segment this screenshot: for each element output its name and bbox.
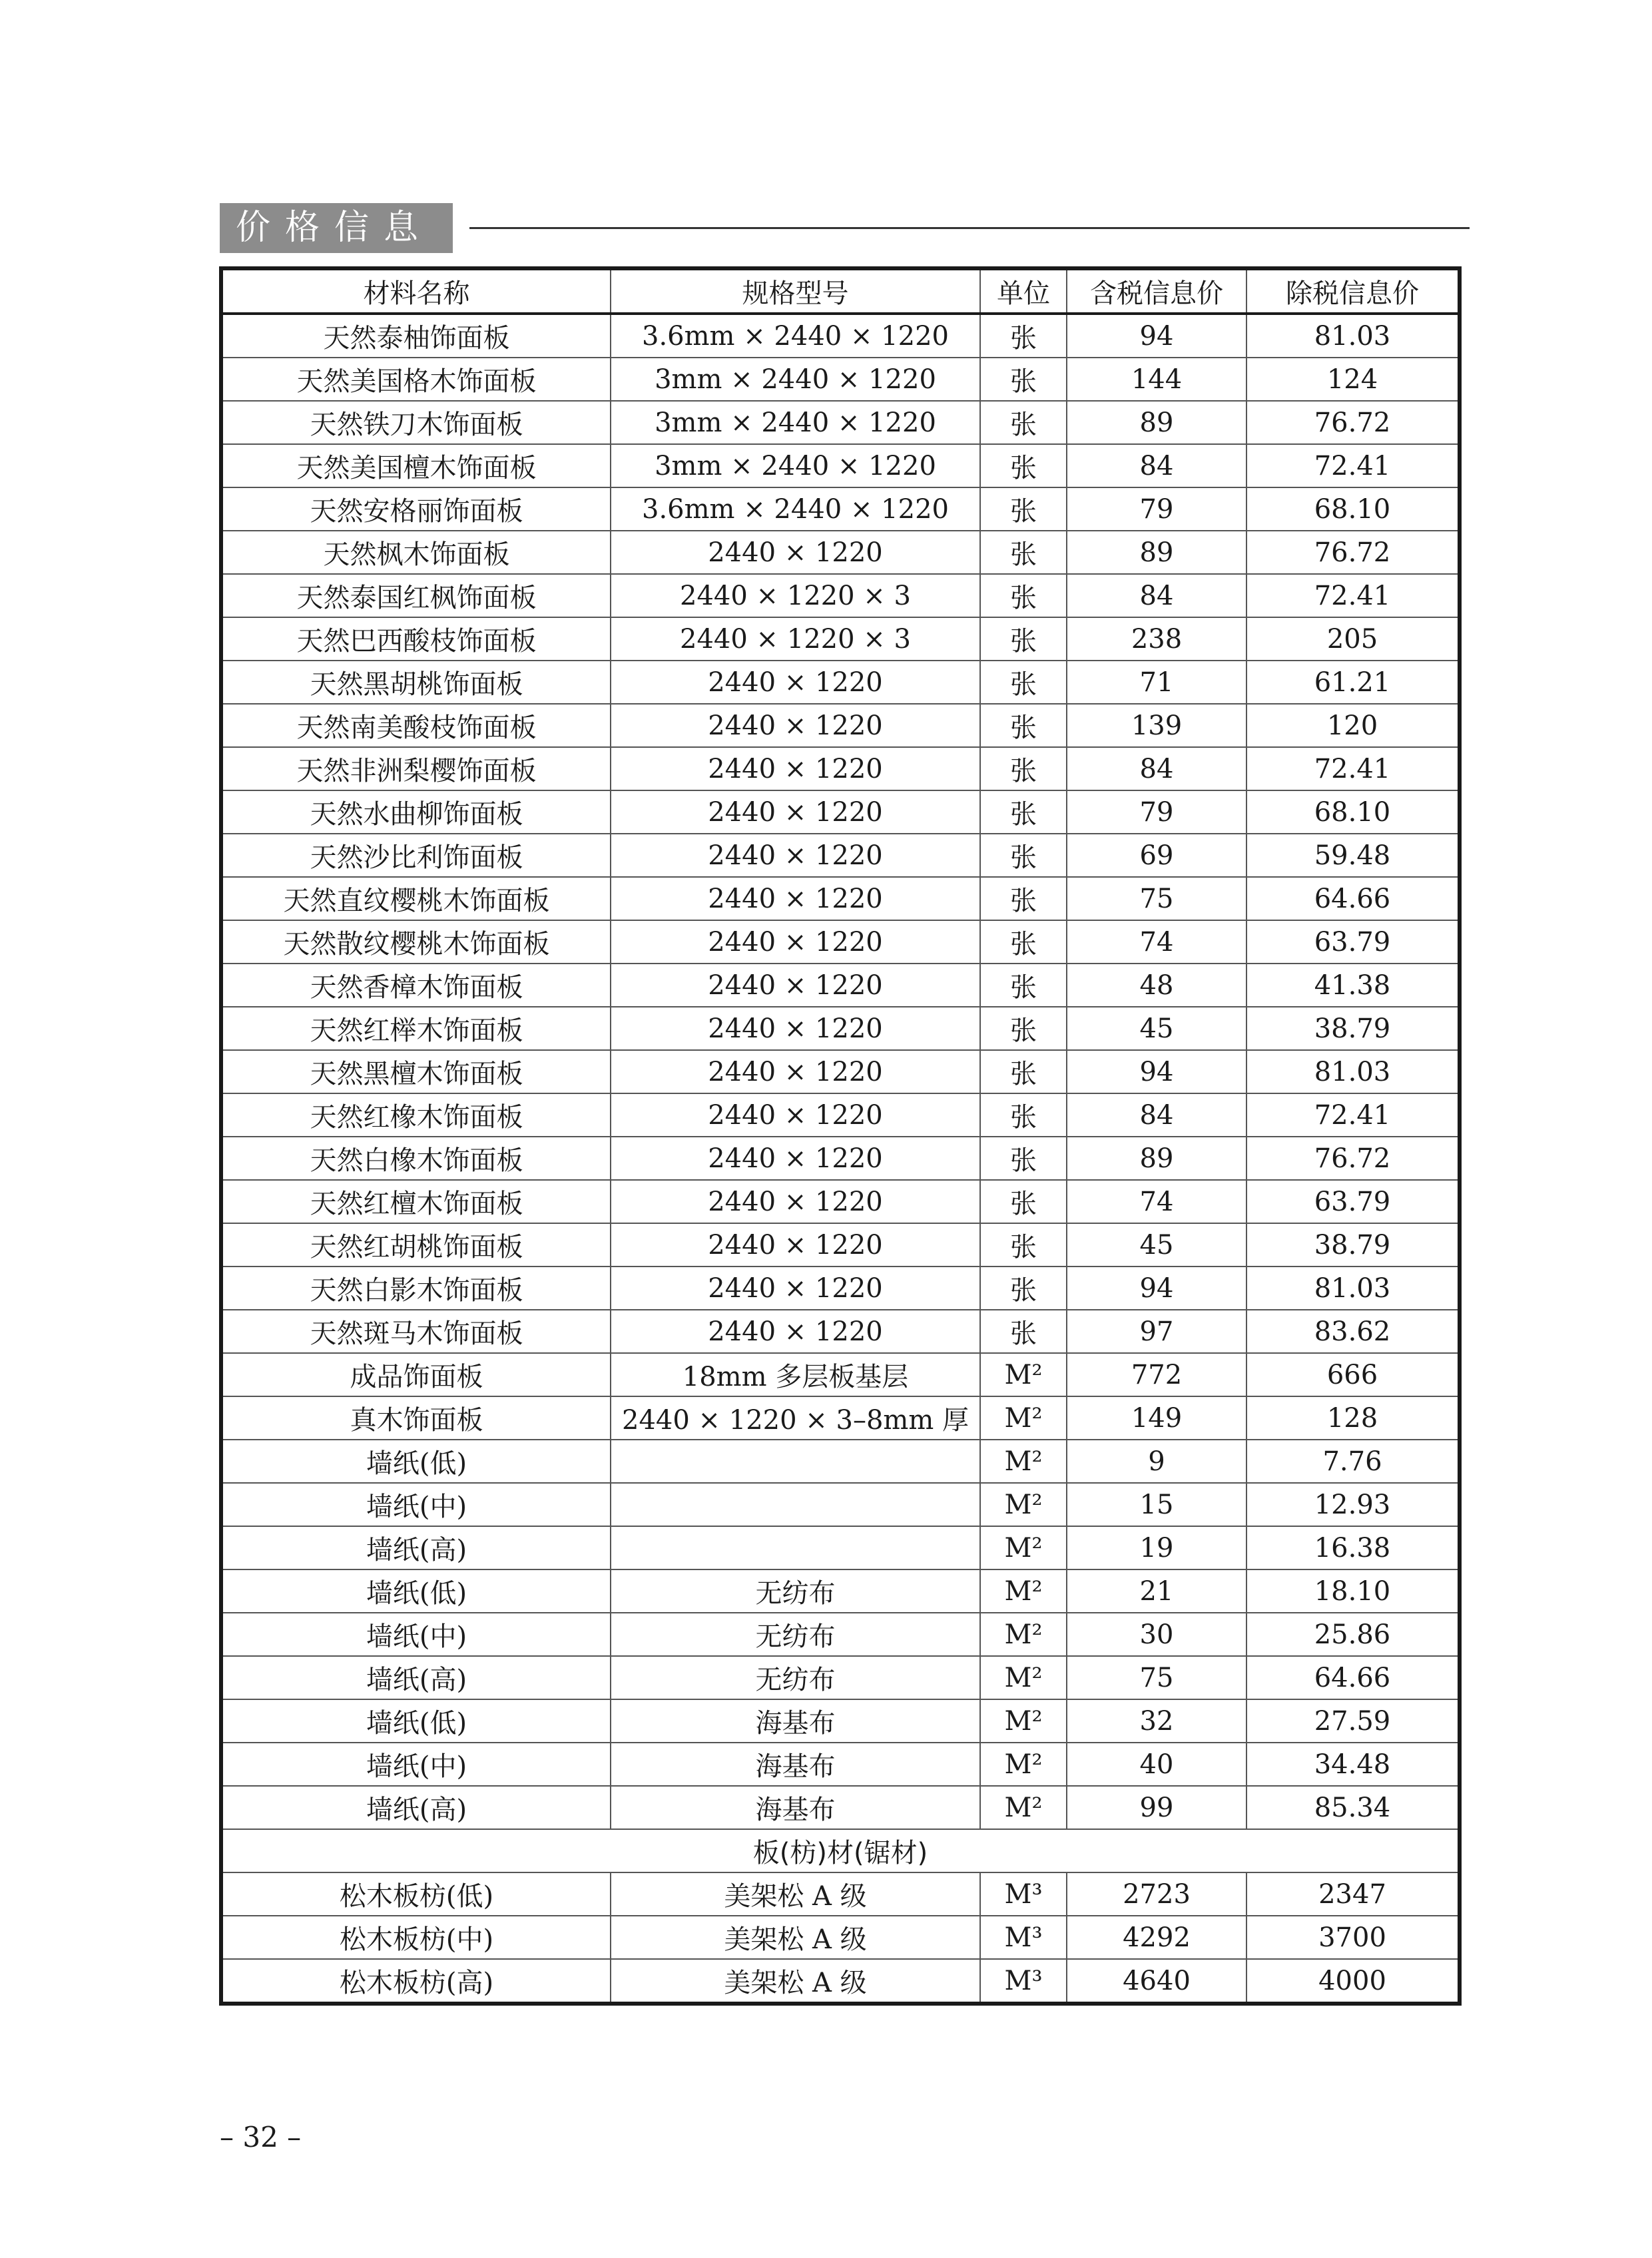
table-row bbox=[221, 1569, 1460, 1613]
table-row bbox=[221, 401, 1460, 444]
specification-cell: 海基布 bbox=[611, 1699, 980, 1743]
material-name-cell: 天然红橡木饰面板 bbox=[221, 1093, 611, 1137]
price-excl-tax-cell: 18.10 bbox=[1246, 1569, 1460, 1613]
price-excl-tax-cell: 4000 bbox=[1246, 1959, 1460, 2004]
specification-cell: 2440 × 1220 bbox=[611, 877, 980, 920]
specification-cell bbox=[611, 1526, 980, 1569]
unit-cell: M² bbox=[980, 1483, 1067, 1526]
price-excl-tax-cell: 72.41 bbox=[1246, 574, 1460, 617]
price-incl-tax-cell: 21 bbox=[1067, 1569, 1246, 1613]
price-incl-tax-cell: 89 bbox=[1067, 401, 1246, 444]
unit-cell: M² bbox=[980, 1656, 1067, 1699]
specification-cell: 18mm 多层板基层 bbox=[611, 1353, 980, 1396]
unit-cell: M² bbox=[980, 1699, 1067, 1743]
price-incl-tax-cell: 9 bbox=[1067, 1440, 1246, 1483]
price-incl-tax-cell: 99 bbox=[1067, 1786, 1246, 1829]
material-name-cell: 天然非洲梨樱饰面板 bbox=[221, 747, 611, 790]
unit-cell: 张 bbox=[980, 531, 1067, 574]
material-name-cell: 天然沙比利饰面板 bbox=[221, 834, 611, 877]
specification-cell: 2440 × 1220 bbox=[611, 834, 980, 877]
table-row bbox=[221, 1180, 1460, 1223]
table-row bbox=[221, 1093, 1460, 1137]
material-name-cell: 天然巴西酸枝饰面板 bbox=[221, 617, 611, 661]
column-header-unit: 单位 bbox=[980, 268, 1067, 314]
price-incl-tax-cell: 84 bbox=[1067, 1093, 1246, 1137]
material-name-cell: 墙纸(中) bbox=[221, 1613, 611, 1656]
price-incl-tax-cell: 69 bbox=[1067, 834, 1246, 877]
price-incl-tax-cell: 89 bbox=[1067, 531, 1246, 574]
price-table bbox=[219, 266, 1462, 2006]
table-row bbox=[221, 877, 1460, 920]
price-excl-tax-cell: 128 bbox=[1246, 1396, 1460, 1440]
table-row bbox=[221, 1872, 1460, 1916]
specification-cell: 2440 × 1220 bbox=[611, 747, 980, 790]
specification-cell: 3.6mm × 2440 × 1220 bbox=[611, 314, 980, 358]
price-excl-tax-cell: 63.79 bbox=[1246, 1180, 1460, 1223]
table-row bbox=[221, 1743, 1460, 1786]
unit-cell: 张 bbox=[980, 1050, 1067, 1093]
price-incl-tax-cell: 30 bbox=[1067, 1613, 1246, 1656]
price-incl-tax-cell: 4640 bbox=[1067, 1959, 1246, 2004]
specification-cell: 2440 × 1220 bbox=[611, 790, 980, 834]
price-excl-tax-cell: 61.21 bbox=[1246, 661, 1460, 704]
table-row bbox=[221, 1267, 1460, 1310]
material-name-cell: 天然白橡木饰面板 bbox=[221, 1137, 611, 1180]
price-incl-tax-cell: 32 bbox=[1067, 1699, 1246, 1743]
unit-cell: 张 bbox=[980, 358, 1067, 401]
price-excl-tax-cell: 81.03 bbox=[1246, 1050, 1460, 1093]
price-incl-tax-cell: 79 bbox=[1067, 790, 1246, 834]
material-name-cell: 天然散纹樱桃木饰面板 bbox=[221, 920, 611, 964]
header-rule bbox=[469, 227, 1470, 229]
specification-cell bbox=[611, 1440, 980, 1483]
table-row bbox=[221, 358, 1460, 401]
table-body bbox=[221, 314, 1460, 2004]
specification-cell: 3.6mm × 2440 × 1220 bbox=[611, 487, 980, 531]
price-excl-tax-cell: 2347 bbox=[1246, 1872, 1460, 1916]
unit-cell: 张 bbox=[980, 834, 1067, 877]
table-row bbox=[221, 487, 1460, 531]
specification-cell: 美架松 A 级 bbox=[611, 1916, 980, 1959]
material-name-cell: 墙纸(高) bbox=[221, 1526, 611, 1569]
price-excl-tax-cell: 68.10 bbox=[1246, 487, 1460, 531]
price-excl-tax-cell: 72.41 bbox=[1246, 747, 1460, 790]
price-excl-tax-cell: 72.41 bbox=[1246, 444, 1460, 487]
table-row bbox=[221, 1786, 1460, 1829]
unit-cell: 张 bbox=[980, 574, 1067, 617]
specification-cell: 海基布 bbox=[611, 1786, 980, 1829]
table-row bbox=[221, 1613, 1460, 1656]
unit-cell: 张 bbox=[980, 790, 1067, 834]
specification-cell: 2440 × 1220 bbox=[611, 1180, 980, 1223]
material-name-cell: 真木饰面板 bbox=[221, 1396, 611, 1440]
specification-cell: 2440 × 1220 bbox=[611, 1137, 980, 1180]
unit-cell: M³ bbox=[980, 1916, 1067, 1959]
price-incl-tax-cell: 94 bbox=[1067, 314, 1246, 358]
price-incl-tax-cell: 89 bbox=[1067, 1137, 1246, 1180]
specification-cell: 海基布 bbox=[611, 1743, 980, 1786]
price-incl-tax-cell: 238 bbox=[1067, 617, 1246, 661]
unit-cell: M³ bbox=[980, 1959, 1067, 2004]
unit-cell: M² bbox=[980, 1396, 1067, 1440]
price-excl-tax-cell: 64.66 bbox=[1246, 877, 1460, 920]
price-incl-tax-cell: 19 bbox=[1067, 1526, 1246, 1569]
table-row bbox=[221, 1483, 1460, 1526]
table-row bbox=[221, 661, 1460, 704]
price-incl-tax-cell: 75 bbox=[1067, 877, 1246, 920]
table-row bbox=[221, 920, 1460, 964]
price-excl-tax-cell: 41.38 bbox=[1246, 964, 1460, 1007]
specification-cell: 2440 × 1220 × 3 bbox=[611, 574, 980, 617]
specification-cell: 2440 × 1220 × 3 bbox=[611, 617, 980, 661]
material-name-cell: 天然美国格木饰面板 bbox=[221, 358, 611, 401]
price-excl-tax-cell: 3700 bbox=[1246, 1916, 1460, 1959]
unit-cell: M² bbox=[980, 1743, 1067, 1786]
material-name-cell: 天然斑马木饰面板 bbox=[221, 1310, 611, 1353]
unit-cell: 张 bbox=[980, 964, 1067, 1007]
unit-cell: 张 bbox=[980, 1007, 1067, 1050]
unit-cell: M² bbox=[980, 1353, 1067, 1396]
price-incl-tax-cell: 149 bbox=[1067, 1396, 1246, 1440]
unit-cell: 张 bbox=[980, 920, 1067, 964]
specification-cell: 2440 × 1220 bbox=[611, 964, 980, 1007]
specification-cell: 2440 × 1220 bbox=[611, 704, 980, 747]
table-row bbox=[221, 790, 1460, 834]
specification-cell: 2440 × 1220 bbox=[611, 1093, 980, 1137]
price-incl-tax-cell: 15 bbox=[1067, 1483, 1246, 1526]
material-name-cell: 天然安格丽饰面板 bbox=[221, 487, 611, 531]
table-row bbox=[221, 444, 1460, 487]
table-row bbox=[221, 1050, 1460, 1093]
material-name-cell: 天然枫木饰面板 bbox=[221, 531, 611, 574]
table-header-row bbox=[221, 268, 1460, 314]
specification-cell: 2440 × 1220 bbox=[611, 1223, 980, 1267]
price-incl-tax-cell: 48 bbox=[1067, 964, 1246, 1007]
specification-cell: 3mm × 2440 × 1220 bbox=[611, 358, 980, 401]
material-name-cell: 墙纸(中) bbox=[221, 1743, 611, 1786]
table-row bbox=[221, 1526, 1460, 1569]
price-incl-tax-cell: 40 bbox=[1067, 1743, 1246, 1786]
price-excl-tax-cell: 81.03 bbox=[1246, 1267, 1460, 1310]
table-row bbox=[221, 964, 1460, 1007]
unit-cell: M² bbox=[980, 1569, 1067, 1613]
price-incl-tax-cell: 2723 bbox=[1067, 1872, 1246, 1916]
column-header-specification: 规格型号 bbox=[611, 268, 980, 314]
price-excl-tax-cell: 16.38 bbox=[1246, 1526, 1460, 1569]
specification-cell: 2440 × 1220 bbox=[611, 1050, 980, 1093]
price-incl-tax-cell: 97 bbox=[1067, 1310, 1246, 1353]
price-incl-tax-cell: 139 bbox=[1067, 704, 1246, 747]
specification-cell: 3mm × 2440 × 1220 bbox=[611, 401, 980, 444]
specification-cell: 2440 × 1220 bbox=[611, 1310, 980, 1353]
specification-cell: 2440 × 1220 bbox=[611, 1007, 980, 1050]
unit-cell: 张 bbox=[980, 617, 1067, 661]
section-row bbox=[221, 1829, 1460, 1872]
price-incl-tax-cell: 71 bbox=[1067, 661, 1246, 704]
material-name-cell: 松木板枋(低) bbox=[221, 1872, 611, 1916]
unit-cell: 张 bbox=[980, 314, 1067, 358]
unit-cell: 张 bbox=[980, 1093, 1067, 1137]
price-excl-tax-cell: 76.72 bbox=[1246, 1137, 1460, 1180]
price-excl-tax-cell: 666 bbox=[1246, 1353, 1460, 1396]
material-name-cell: 天然红檀木饰面板 bbox=[221, 1180, 611, 1223]
table-row bbox=[221, 704, 1460, 747]
unit-cell: 张 bbox=[980, 401, 1067, 444]
table-row bbox=[221, 834, 1460, 877]
unit-cell: 张 bbox=[980, 487, 1067, 531]
price-incl-tax-cell: 94 bbox=[1067, 1267, 1246, 1310]
price-incl-tax-cell: 772 bbox=[1067, 1353, 1246, 1396]
table-row bbox=[221, 1396, 1460, 1440]
specification-cell: 无纺布 bbox=[611, 1656, 980, 1699]
specification-cell: 2440 × 1220 bbox=[611, 661, 980, 704]
table-row bbox=[221, 1353, 1460, 1396]
price-incl-tax-cell: 94 bbox=[1067, 1050, 1246, 1093]
price-excl-tax-cell: 205 bbox=[1246, 617, 1460, 661]
table-row bbox=[221, 1223, 1460, 1267]
unit-cell: M² bbox=[980, 1526, 1067, 1569]
material-name-cell: 天然黑檀木饰面板 bbox=[221, 1050, 611, 1093]
unit-cell: 张 bbox=[980, 1223, 1067, 1267]
table-row bbox=[221, 1007, 1460, 1050]
price-excl-tax-cell: 81.03 bbox=[1246, 314, 1460, 358]
material-name-cell: 墙纸(中) bbox=[221, 1483, 611, 1526]
price-excl-tax-cell: 76.72 bbox=[1246, 401, 1460, 444]
price-incl-tax-cell: 4292 bbox=[1067, 1916, 1246, 1959]
material-name-cell: 墙纸(高) bbox=[221, 1786, 611, 1829]
column-header-material-name: 材料名称 bbox=[221, 268, 611, 314]
material-name-cell: 墙纸(低) bbox=[221, 1699, 611, 1743]
price-incl-tax-cell: 84 bbox=[1067, 574, 1246, 617]
unit-cell: M² bbox=[980, 1613, 1067, 1656]
unit-cell: 张 bbox=[980, 1137, 1067, 1180]
material-name-cell: 天然南美酸枝饰面板 bbox=[221, 704, 611, 747]
specification-cell: 无纺布 bbox=[611, 1569, 980, 1613]
material-name-cell: 墙纸(高) bbox=[221, 1656, 611, 1699]
material-name-cell: 松木板枋(高) bbox=[221, 1959, 611, 2004]
specification-cell: 美架松 A 级 bbox=[611, 1959, 980, 2004]
page-number: – 32 – bbox=[220, 2121, 302, 2153]
price-excl-tax-cell: 27.59 bbox=[1246, 1699, 1460, 1743]
unit-cell: 张 bbox=[980, 444, 1067, 487]
price-excl-tax-cell: 38.79 bbox=[1246, 1007, 1460, 1050]
material-name-cell: 天然白影木饰面板 bbox=[221, 1267, 611, 1310]
material-name-cell: 天然红榉木饰面板 bbox=[221, 1007, 611, 1050]
table-row bbox=[221, 747, 1460, 790]
material-name-cell: 天然黑胡桃饰面板 bbox=[221, 661, 611, 704]
unit-cell: M³ bbox=[980, 1872, 1067, 1916]
material-name-cell: 天然红胡桃饰面板 bbox=[221, 1223, 611, 1267]
price-incl-tax-cell: 45 bbox=[1067, 1223, 1246, 1267]
material-name-cell: 墙纸(低) bbox=[221, 1440, 611, 1483]
material-name-cell: 天然美国檀木饰面板 bbox=[221, 444, 611, 487]
unit-cell: 张 bbox=[980, 747, 1067, 790]
table-row bbox=[221, 1310, 1460, 1353]
price-excl-tax-cell: 12.93 bbox=[1246, 1483, 1460, 1526]
price-incl-tax-cell: 74 bbox=[1067, 920, 1246, 964]
price-excl-tax-cell: 63.79 bbox=[1246, 920, 1460, 964]
price-excl-tax-cell: 64.66 bbox=[1246, 1656, 1460, 1699]
specification-cell: 2440 × 1220 bbox=[611, 531, 980, 574]
table-row bbox=[221, 314, 1460, 358]
price-excl-tax-cell: 76.72 bbox=[1246, 531, 1460, 574]
price-excl-tax-cell: 38.79 bbox=[1246, 1223, 1460, 1267]
price-excl-tax-cell: 85.34 bbox=[1246, 1786, 1460, 1829]
unit-cell: 张 bbox=[980, 1180, 1067, 1223]
material-name-cell: 天然水曲柳饰面板 bbox=[221, 790, 611, 834]
material-name-cell: 天然泰国红枫饰面板 bbox=[221, 574, 611, 617]
section-header-title: 价格信息 bbox=[220, 203, 453, 253]
specification-cell: 2440 × 1220 bbox=[611, 1267, 980, 1310]
price-incl-tax-cell: 144 bbox=[1067, 358, 1246, 401]
specification-cell bbox=[611, 1483, 980, 1526]
unit-cell: 张 bbox=[980, 1267, 1067, 1310]
section-title: 板(枋)材(锯材) bbox=[221, 1829, 1460, 1872]
price-incl-tax-cell: 75 bbox=[1067, 1656, 1246, 1699]
price-incl-tax-cell: 45 bbox=[1067, 1007, 1246, 1050]
price-excl-tax-cell: 59.48 bbox=[1246, 834, 1460, 877]
price-excl-tax-cell: 34.48 bbox=[1246, 1743, 1460, 1786]
material-name-cell: 墙纸(低) bbox=[221, 1569, 611, 1613]
specification-cell: 3mm × 2440 × 1220 bbox=[611, 444, 980, 487]
table-row bbox=[221, 1959, 1460, 2004]
material-name-cell: 天然泰柚饰面板 bbox=[221, 314, 611, 358]
price-excl-tax-cell: 72.41 bbox=[1246, 1093, 1460, 1137]
unit-cell: 张 bbox=[980, 704, 1067, 747]
material-name-cell: 天然铁刀木饰面板 bbox=[221, 401, 611, 444]
table-row bbox=[221, 1656, 1460, 1699]
specification-cell: 2440 × 1220 bbox=[611, 920, 980, 964]
price-excl-tax-cell: 124 bbox=[1246, 358, 1460, 401]
column-header-price-incl-tax: 含税信息价 bbox=[1067, 268, 1246, 314]
price-incl-tax-cell: 74 bbox=[1067, 1180, 1246, 1223]
price-excl-tax-cell: 68.10 bbox=[1246, 790, 1460, 834]
price-excl-tax-cell: 7.76 bbox=[1246, 1440, 1460, 1483]
table-row bbox=[221, 574, 1460, 617]
price-incl-tax-cell: 84 bbox=[1067, 444, 1246, 487]
material-name-cell: 成品饰面板 bbox=[221, 1353, 611, 1396]
price-excl-tax-cell: 25.86 bbox=[1246, 1613, 1460, 1656]
price-incl-tax-cell: 79 bbox=[1067, 487, 1246, 531]
unit-cell: 张 bbox=[980, 1310, 1067, 1353]
price-excl-tax-cell: 120 bbox=[1246, 704, 1460, 747]
table-row bbox=[221, 531, 1460, 574]
specification-cell: 美架松 A 级 bbox=[611, 1872, 980, 1916]
material-name-cell: 天然直纹樱桃木饰面板 bbox=[221, 877, 611, 920]
unit-cell: M² bbox=[980, 1786, 1067, 1829]
price-incl-tax-cell: 84 bbox=[1067, 747, 1246, 790]
table-row bbox=[221, 617, 1460, 661]
specification-cell: 2440 × 1220 × 3–8mm 厚 bbox=[611, 1396, 980, 1440]
material-name-cell: 松木板枋(中) bbox=[221, 1916, 611, 1959]
table-row bbox=[221, 1916, 1460, 1959]
price-excl-tax-cell: 83.62 bbox=[1246, 1310, 1460, 1353]
unit-cell: 张 bbox=[980, 661, 1067, 704]
table-row bbox=[221, 1699, 1460, 1743]
specification-cell: 无纺布 bbox=[611, 1613, 980, 1656]
unit-cell: M² bbox=[980, 1440, 1067, 1483]
table-row bbox=[221, 1137, 1460, 1180]
column-header-price-excl-tax: 除税信息价 bbox=[1246, 268, 1460, 314]
table-row bbox=[221, 1440, 1460, 1483]
unit-cell: 张 bbox=[980, 877, 1067, 920]
material-name-cell: 天然香樟木饰面板 bbox=[221, 964, 611, 1007]
